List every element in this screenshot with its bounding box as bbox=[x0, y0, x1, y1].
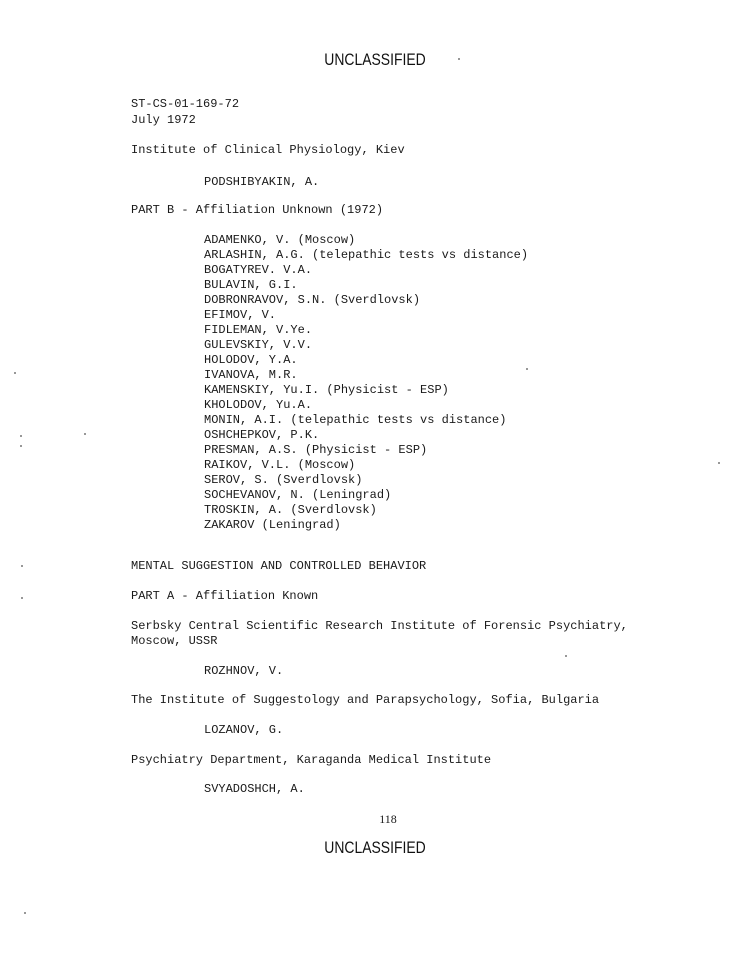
list-item: BOGATYREV. V.A. bbox=[204, 263, 313, 277]
document-id: ST-CS-01-169-72 bbox=[131, 97, 240, 111]
classification-footer: UNCLASSIFIED bbox=[324, 838, 426, 857]
person-lozanov: LOZANOV, G. bbox=[204, 723, 284, 737]
part-a-heading: PART A - Affiliation Known bbox=[131, 589, 319, 603]
scan-speck bbox=[84, 433, 86, 435]
list-item: GULEVSKIY, V.V. bbox=[204, 338, 313, 352]
list-item: EFIMOV, V. bbox=[204, 308, 277, 322]
list-item: TROSKIN, A. (Sverdlovsk) bbox=[204, 503, 377, 517]
mental-suggestion-heading: MENTAL SUGGESTION AND CONTROLLED BEHAVIOR bbox=[131, 559, 427, 573]
scan-speck bbox=[458, 58, 460, 60]
institute-kiev: Institute of Clinical Physiology, Kiev bbox=[131, 143, 405, 157]
part-b-heading: PART B - Affiliation Unknown (1972) bbox=[131, 203, 384, 217]
list-item: IVANOVA, M.R. bbox=[204, 368, 298, 382]
scan-speck bbox=[565, 655, 567, 657]
list-item: SOCHEVANOV, N. (Leningrad) bbox=[204, 488, 392, 502]
scan-speck bbox=[20, 445, 22, 447]
list-item: ARLASHIN, A.G. (telepathic tests vs distance) bbox=[204, 248, 529, 262]
scan-speck bbox=[21, 597, 23, 599]
scan-speck bbox=[21, 565, 23, 567]
institute-serbsky: Serbsky Central Scientific Research Institute of Forensic Psychiatry, bbox=[131, 619, 628, 633]
scan-speck bbox=[14, 372, 16, 374]
list-item: ZAKAROV (Leningrad) bbox=[204, 518, 341, 532]
page-number: 118 bbox=[379, 812, 397, 826]
scan-speck bbox=[20, 435, 22, 437]
list-item: FIDLEMAN, V.Ye. bbox=[204, 323, 313, 337]
list-item: DOBRONRAVOV, S.N. (Sverdlovsk) bbox=[204, 293, 421, 307]
scan-speck bbox=[526, 368, 528, 370]
list-item: RAIKOV, V.L. (Moscow) bbox=[204, 458, 356, 472]
person-svyadoshch: SVYADOSHCH, A. bbox=[204, 782, 305, 796]
scan-speck bbox=[718, 462, 720, 464]
person-podshibyakin: PODSHIBYAKIN, A. bbox=[204, 175, 320, 189]
list-item: OSHCHEPKOV, P.K. bbox=[204, 428, 320, 442]
list-item: ADAMENKO, V. (Moscow) bbox=[204, 233, 356, 247]
list-item: KAMENSKIY, Yu.I. (Physicist - ESP) bbox=[204, 383, 449, 397]
institute-suggestology: The Institute of Suggestology and Parapsychology, Sofia, Bulgaria bbox=[131, 693, 600, 707]
institute-karaganda: Psychiatry Department, Karaganda Medical Institute bbox=[131, 753, 492, 767]
classification-header: UNCLASSIFIED bbox=[324, 50, 426, 69]
list-item: SEROV, S. (Sverdlovsk) bbox=[204, 473, 363, 487]
institute-serbsky-location: Moscow, USSR bbox=[131, 634, 218, 648]
list-item: HOLODOV, Y.A. bbox=[204, 353, 298, 367]
list-item: PRESMAN, A.S. (Physicist - ESP) bbox=[204, 443, 428, 457]
list-item: BULAVIN, G.I. bbox=[204, 278, 298, 292]
list-item: KHOLODOV, Yu.A. bbox=[204, 398, 313, 412]
document-date: July 1972 bbox=[131, 113, 196, 127]
scan-speck bbox=[24, 912, 26, 914]
list-item: MONIN, A.I. (telepathic tests vs distance) bbox=[204, 413, 507, 427]
person-rozhnov: ROZHNOV, V. bbox=[204, 664, 284, 678]
